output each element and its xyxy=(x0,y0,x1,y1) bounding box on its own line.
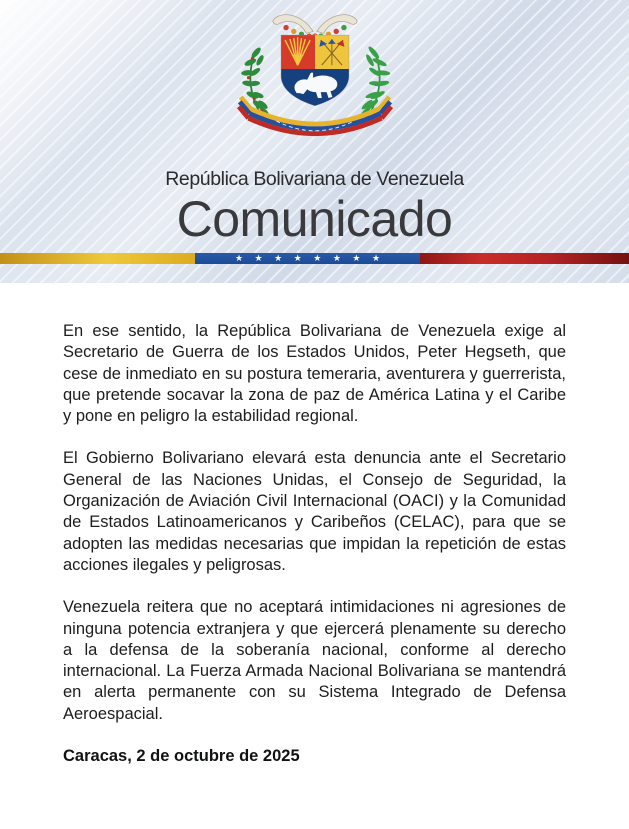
venezuela-coat-of-arms-icon xyxy=(233,8,397,158)
header-banner xyxy=(0,0,629,283)
dateline: Caracas, 2 de octubre de 2025 xyxy=(63,747,300,766)
flag-divider-band xyxy=(0,253,629,264)
paragraph-2: El Gobierno Bolivariano elevará esta denuncia ante el Secretario General de las Naciones Unidas, el Consejo de Seguridad, la Organización de Aviación Civil Internacional (OACI) y la Comunidad de Estados Latinoamericanos y Caribeños (CELAC), para que se adopten las medidas necesarias que impidan la repetición de estas acciones ilegales y peligrosas. xyxy=(63,449,566,574)
paragraph-1: En ese sentido, la República Bolivariana de Venezuela exige al Secretario de Guerra de los Estados Unidos, Peter Hegseth, que cese de inmediato en su postura temeraria, aventurera y guerrerista, que pretende socavar la zona de paz de América Latina y el Caribe y pone en peligro la estabilidad regional. xyxy=(63,322,566,426)
flag-stars: ★ ★ ★ ★ ★ ★ ★ ★ xyxy=(234,253,385,263)
flag-red-segment xyxy=(420,253,629,264)
flag-yellow-segment xyxy=(0,253,195,264)
flag-blue-segment xyxy=(195,253,420,264)
paragraph-3: Venezuela reitera que no aceptará intimidaciones ni agresiones de ninguna potencia extranjera y que ejercerá plenamente su derecho a la defensa de la soberanía nacional, conforme al derecho internacional. La Fuerza Armada Nacional Bolivariana se mantendrá en alerta permanente con su Sistema Integrado de Defensa Aeroespacial. xyxy=(63,598,566,723)
country-name: República Bolivariana de Venezuela xyxy=(165,168,464,190)
communique-text xyxy=(63,321,566,788)
shield xyxy=(281,35,349,105)
document-title: Comunicado xyxy=(176,191,453,247)
